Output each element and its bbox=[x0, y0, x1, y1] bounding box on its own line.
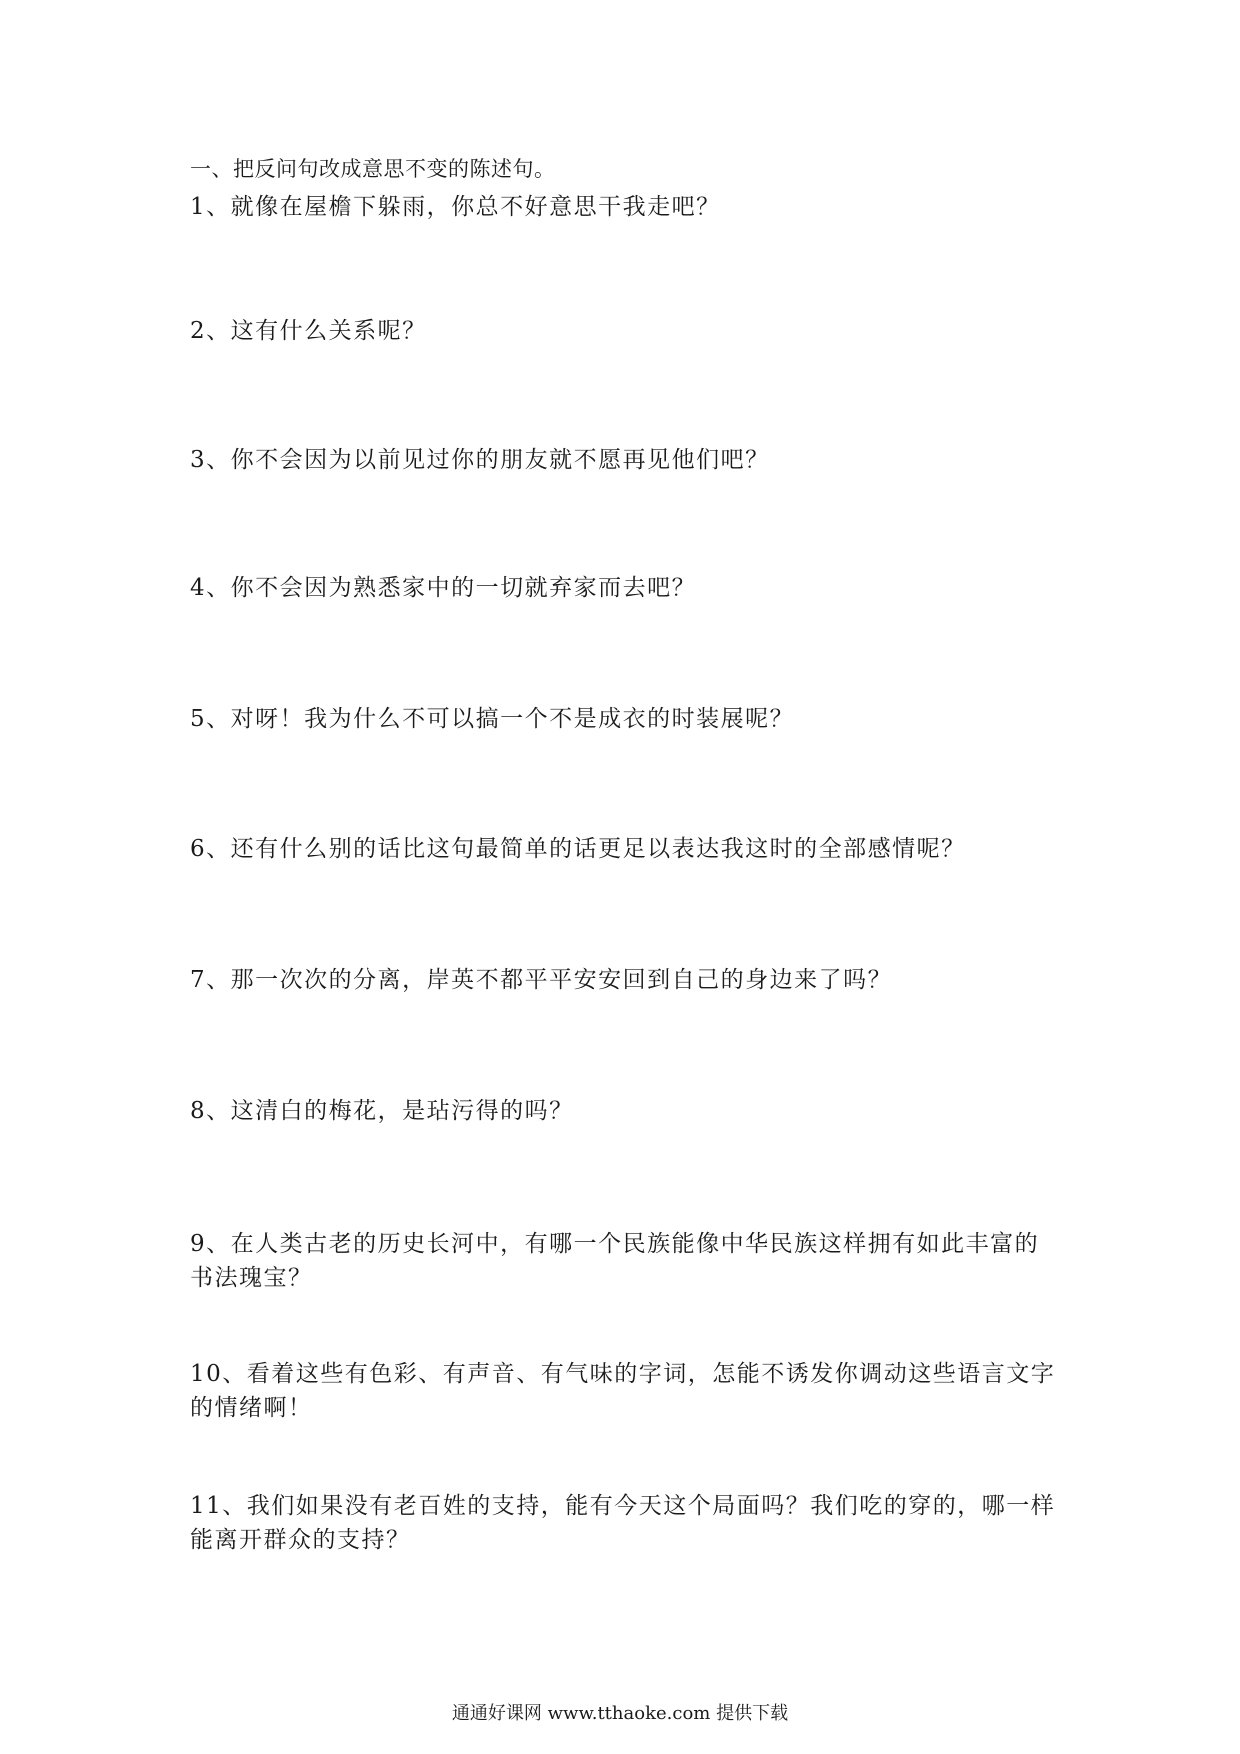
question-text: 8、这清白的梅花，是玷污得的吗？ bbox=[190, 1098, 574, 1124]
question-text: 3、你不会因为以前见过你的朋友就不愿再见他们吧？ bbox=[190, 447, 770, 473]
question-text: 5、对呀！我为什么不可以搞一个不是成衣的时装展呢？ bbox=[190, 706, 795, 732]
question-text: 7、那一次次的分离，岸英不都平平安安回到自己的身边来了吗？ bbox=[190, 967, 893, 993]
question-8 bbox=[190, 1094, 1070, 1128]
question-4 bbox=[190, 571, 1070, 605]
question-11 bbox=[190, 1489, 1070, 1557]
question-text: 1、就像在屋檐下躲雨，你总不好意思干我走吧？ bbox=[190, 194, 721, 220]
question-text: 2、这有什么关系呢？ bbox=[190, 318, 427, 344]
question-text: 11、我们如果没有老百姓的支持，能有今天这个局面吗？我们吃的穿的，哪一样 bbox=[190, 1493, 1056, 1519]
question-text: 4、你不会因为熟悉家中的一切就弃家而去吧？ bbox=[190, 575, 697, 601]
question-9 bbox=[190, 1227, 1070, 1295]
question-7 bbox=[190, 963, 1070, 997]
question-text: 9、在人类古老的历史长河中，有哪一个民族能像中华民族这样拥有如此丰富的 bbox=[190, 1231, 1040, 1257]
question-5 bbox=[190, 702, 1070, 736]
question-text: 6、还有什么别的话比这句最简单的话更足以表达我这时的全部感情呢？ bbox=[190, 836, 966, 862]
question-text-continued: 能离开群众的支持？ bbox=[190, 1527, 411, 1553]
question-6 bbox=[190, 832, 1070, 866]
question-text-continued: 书法瑰宝？ bbox=[190, 1265, 313, 1291]
question-3 bbox=[190, 443, 1070, 477]
section-title: 一、把反问句改成意思不变的陈述句。 bbox=[190, 157, 556, 181]
question-10 bbox=[190, 1357, 1070, 1425]
page-footer: 通通好课网 www.tthaoke.com 提供下载 bbox=[451, 1703, 789, 1724]
question-text-continued: 的情绪啊！ bbox=[190, 1395, 313, 1421]
question-1 bbox=[190, 190, 1070, 224]
question-text: 10、看着这些有色彩、有声音、有气味的字词，怎能不诱发你调动这些语言文字 bbox=[190, 1361, 1056, 1387]
question-2 bbox=[190, 314, 1070, 348]
